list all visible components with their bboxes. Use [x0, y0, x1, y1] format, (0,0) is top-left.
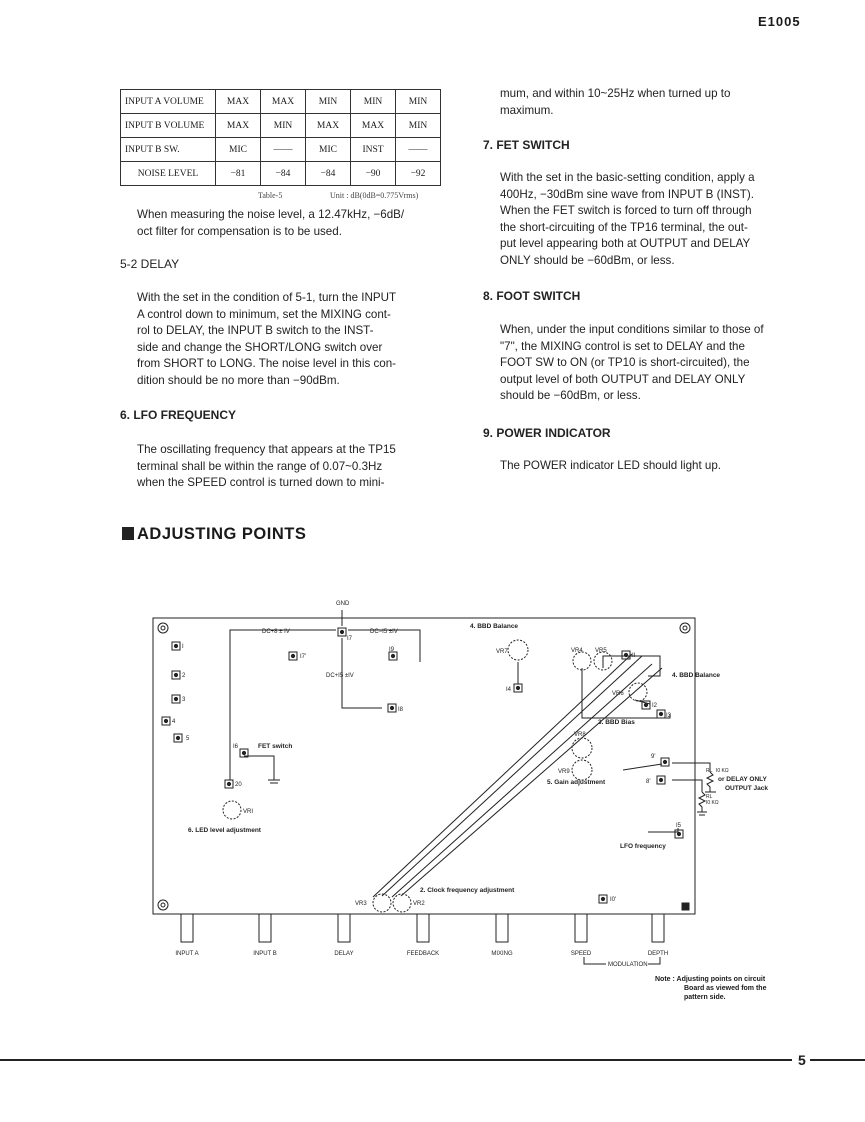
clock-frequency-label: 2. Clock frequency adjustment — [420, 887, 515, 894]
text-line: rol to DELAY, the INPUT B switch to the INST- — [137, 324, 374, 337]
text-line: When measuring the noise level, a 12.47kHz, −6dB/ — [137, 208, 405, 221]
vr2-pot-icon — [393, 894, 411, 912]
table-caption: Table-5 — [258, 191, 283, 200]
knob-label: SPEED — [570, 951, 592, 957]
tp-label: 4 — [172, 719, 176, 725]
test-points-group — [162, 628, 683, 903]
rl-label: RL — [706, 794, 713, 800]
knob-label: INPUT B — [253, 951, 277, 957]
tp-label: I0' — [610, 897, 617, 903]
section-8-title: 8. FOOT SWITCH — [483, 289, 581, 303]
dc-p8-label: DC+8 ± IV — [262, 629, 290, 635]
text-line: mum, and within 10~25Hz when turned up to — [500, 87, 731, 100]
knob-label: INPUT A — [175, 951, 199, 957]
mounting-hole-icon — [680, 623, 690, 633]
tp-label: I2 — [652, 703, 658, 709]
text-line: The oscillating frequency that appears at the TP15 — [137, 443, 396, 456]
test-point-dot — [659, 712, 662, 715]
page-number: 5 — [798, 1052, 806, 1068]
table-cell: MIC — [216, 138, 261, 162]
rl-value-label: I0 KΩ — [706, 800, 719, 806]
dc-m15-label: DC−I5 ±IV — [370, 629, 398, 635]
table-cell: −92 — [396, 162, 441, 186]
note-line: Board as viewed fom the — [684, 985, 767, 992]
test-point-dot — [227, 782, 230, 785]
tp-label: 5 — [186, 736, 190, 742]
table-cell: −84 — [306, 162, 351, 186]
dc-p15-label: DC+I5 ±IV — [326, 673, 354, 679]
tp-label: I3 — [666, 713, 672, 719]
text-line: output level of both OUTPUT and DELAY ONLY — [500, 372, 746, 386]
note-line: Note : Adjusting points on circuit — [655, 976, 766, 983]
vr-label: VR9 — [558, 769, 570, 775]
tp-label: II — [632, 653, 636, 659]
table-cell: MIN — [396, 114, 441, 138]
text-line: terminal shall be within the range of 0.07~0.3Hz — [137, 459, 383, 473]
power-led-icon — [682, 903, 689, 910]
bbd-bias-label: 3. BBD Bias — [598, 719, 635, 726]
bbd-balance-label: 4. BBD Balance — [672, 672, 721, 679]
text-line: FOOT SW to ON (or TP10 is short-circuited), the — [500, 356, 750, 369]
knob-shaft-icon — [181, 914, 193, 942]
text-line: when the SPEED control is turned down to mini- — [137, 476, 385, 489]
knob-shaft-icon — [338, 914, 350, 942]
tp-label: 2 — [182, 673, 186, 679]
text-line: 400Hz, −30dBm sine wave from INPUT B (INST). — [500, 187, 754, 201]
tp-label: I7 — [347, 636, 353, 642]
test-point-dot — [659, 778, 662, 781]
tp-label: I7' — [300, 654, 307, 660]
table-cell: −90 — [351, 162, 396, 186]
tp-label: I4 — [506, 687, 512, 693]
tp-label: 3 — [182, 697, 186, 703]
output-jack-label: OUTPUT Jack — [725, 785, 768, 792]
section-6-title: 6. LFO FREQUENCY — [120, 408, 237, 422]
vr7-pot-icon — [508, 640, 528, 660]
tp-label: 9' — [651, 754, 656, 760]
text-line: maximum. — [500, 103, 554, 117]
tp-label: I6 — [233, 744, 239, 750]
vr-label: VR4 — [571, 648, 583, 654]
lfo-frequency-label: LFO frequency — [620, 843, 666, 850]
test-point-dot — [663, 760, 666, 763]
vr9-pot-icon — [572, 760, 592, 780]
test-point-dot — [291, 654, 294, 657]
gain-adjustment-label: 5. Gain adjustment — [547, 779, 606, 786]
vr4-pot-icon — [573, 652, 591, 670]
modulation-label: MODULATION — [608, 962, 648, 968]
rl-value-label: I0 KΩ — [716, 768, 729, 774]
table-cell: MIN — [306, 90, 351, 114]
tp-label: I — [182, 644, 184, 650]
table-cell: MAX — [306, 114, 351, 138]
table-cell: MIN — [351, 90, 396, 114]
table-cell: MIN — [396, 90, 441, 114]
text-line: When, under the input conditions similar to those of — [500, 323, 764, 336]
test-point-dot — [390, 706, 393, 709]
gnd-label: GND — [336, 601, 350, 607]
tp-label: I5 — [676, 823, 682, 829]
vr-label: VRI — [243, 809, 254, 815]
test-point-dot — [516, 686, 519, 689]
vr-label: VR5 — [595, 648, 607, 654]
mounting-hole-icon — [158, 900, 168, 910]
tp-label: 8' — [646, 779, 651, 785]
led-level-adjustment-label: 6. LED level adjustment — [188, 827, 261, 834]
test-point-dot — [176, 736, 179, 739]
table-cell: MIN — [261, 114, 306, 138]
text-line: from SHORT to LONG. The noise level in this con- — [137, 357, 397, 370]
test-point-dot — [174, 697, 177, 700]
table-cell: INST — [351, 138, 396, 162]
knob-label: DEPTH — [647, 951, 669, 957]
table-cell: −84 — [261, 162, 306, 186]
diagram-note — [655, 975, 766, 1002]
text-line: The POWER indicator LED should light up. — [500, 459, 722, 472]
table-cell: MAX — [216, 90, 261, 114]
bbd-balance-label: 4. BBD Balance — [470, 623, 519, 630]
text-line: With the set in the basic-setting condition, apply a — [500, 171, 755, 184]
vr1-pot-icon — [223, 801, 241, 819]
table-cell: —— — [396, 138, 441, 162]
table-cell: −81 — [216, 162, 261, 186]
circuit-board-outline — [153, 618, 695, 914]
note-line: pattern side. — [684, 994, 726, 1001]
test-point-dot — [174, 673, 177, 676]
test-point-dot — [242, 751, 245, 754]
knob-shaft-icon — [496, 914, 508, 942]
tp-label: 20 — [235, 782, 242, 788]
document-id: E1005 — [758, 14, 801, 29]
vr-label: VR2 — [413, 901, 425, 907]
section-5-2-title: 5-2 DELAY — [120, 257, 180, 271]
table-cell: —— — [261, 138, 306, 162]
vr6-pot-icon — [629, 683, 647, 701]
text-line: side and change the SHORT/LONG switch over — [137, 340, 383, 354]
fet-switch-label: FET switch — [258, 743, 293, 750]
knob-shaft-icon — [417, 914, 429, 942]
text-line: oct filter for compensation is to be used. — [137, 224, 342, 238]
tp-label: I8 — [398, 707, 404, 713]
test-point-dot — [644, 703, 647, 706]
text-line: With the set in the condition of 5-1, turn the INPUT — [137, 291, 397, 304]
vr3-pot-icon — [373, 894, 391, 912]
rl-label: RL — [706, 768, 713, 774]
text-line: should be −60dBm, or less. — [500, 389, 641, 402]
footer-rule — [0, 1055, 865, 1069]
row-label: NOISE LEVEL — [121, 162, 216, 186]
test-point-dot — [624, 653, 627, 656]
test-point-dot — [601, 897, 604, 900]
row-label: INPUT B SW. — [121, 138, 216, 162]
tp-label: I9 — [389, 647, 395, 653]
table-unit: Unit : dB(0dB=0.775Vrms) — [330, 191, 419, 200]
text-line: ONLY should be −60dBm, or less. — [500, 253, 675, 267]
test-point-dot — [174, 644, 177, 647]
vr-label: VR7 — [496, 649, 508, 655]
text-line: When the FET switch is forced to turn off through — [500, 204, 752, 217]
test-point-dot — [677, 832, 680, 835]
knob-shaft-icon — [575, 914, 587, 942]
test-point-dot — [340, 630, 343, 633]
vr8-pot-icon — [572, 738, 592, 758]
row-label: INPUT B VOLUME — [121, 114, 216, 138]
test-point-dot — [391, 654, 394, 657]
table-cell: MAX — [216, 114, 261, 138]
vr-label: VR3 — [355, 901, 367, 907]
vr-label: VR8 — [574, 732, 586, 738]
table-cell: MIC — [306, 138, 351, 162]
text-line: the short-circuiting of the TP16 terminal, the out- — [500, 220, 748, 234]
test-point-dot — [164, 719, 167, 722]
text-line: "7", the MIXING control is set to DELAY and the — [500, 339, 745, 353]
table-cell: MAX — [261, 90, 306, 114]
knob-label: MIXING — [491, 951, 513, 957]
text-line: dition should be no more than −90dBm. — [137, 373, 340, 387]
knob-shaft-icon — [652, 914, 664, 942]
vr-label: VR6 — [612, 691, 624, 697]
section-7-title: 7. FET SWITCH — [483, 138, 570, 152]
text-line: put level appearing both at OUTPUT and DELAY — [500, 237, 751, 250]
heading-text: ADJUSTING POINTS — [137, 525, 307, 543]
output-label: or DELAY ONLY — [718, 776, 767, 783]
row-label: INPUT A VOLUME — [121, 90, 216, 114]
table-cell: MAX — [351, 114, 396, 138]
mounting-hole-icon — [158, 623, 168, 633]
knob-label: FEEDBACK — [406, 951, 440, 957]
knob-shaft-icon — [259, 914, 271, 942]
knob-label: DELAY — [334, 951, 354, 957]
section-9-title: 9. POWER INDICATOR — [483, 426, 611, 440]
text-line: A control down to minimum, set the MIXING cont- — [137, 307, 391, 321]
front-panel-knobs — [175, 914, 668, 957]
